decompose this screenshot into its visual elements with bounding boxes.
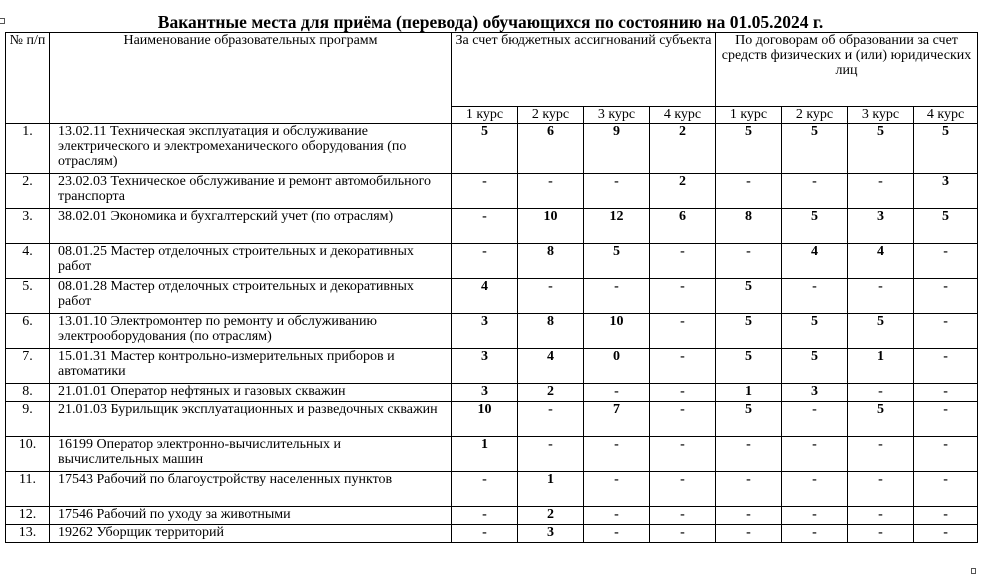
contract-course-3-value: 3 — [848, 209, 914, 244]
contract-course-1-value: 5 — [716, 349, 782, 384]
budget-course-1-value: 3 — [452, 384, 518, 402]
budget-course-2-value: 10 — [518, 209, 584, 244]
table-row — [6, 124, 978, 174]
table-row — [6, 174, 978, 209]
row-number: 4. — [6, 244, 50, 279]
budget-course-1-value: 1 — [452, 437, 518, 472]
contract-course-2-value: 4 — [782, 244, 848, 279]
contract-course-1-value: - — [716, 437, 782, 472]
budget-course-2-value: 8 — [518, 314, 584, 349]
row-number: 8. — [6, 384, 50, 402]
budget-course-3-value: 0 — [584, 349, 650, 384]
row-number: 13. — [6, 525, 50, 543]
budget-course-1-value: - — [452, 174, 518, 209]
budget-course-3-value: 12 — [584, 209, 650, 244]
table-row — [6, 279, 978, 314]
budget-course-2-value: 6 — [518, 124, 584, 174]
header-course-6: 2 курс — [782, 107, 848, 124]
table-row — [6, 349, 978, 384]
contract-course-1-value: - — [716, 174, 782, 209]
budget-course-2-value: - — [518, 437, 584, 472]
contract-course-2-value: - — [782, 472, 848, 507]
contract-course-4-value: - — [914, 437, 978, 472]
budget-course-1-value: - — [452, 507, 518, 525]
program-name: 13.01.10 Электромонтер по ремонту и обслуживанию электрооборудования (по отраслям) — [50, 314, 452, 349]
contract-course-2-value: 5 — [782, 124, 848, 174]
table-row — [6, 244, 978, 279]
budget-course-3-value: - — [584, 384, 650, 402]
contract-course-4-value: - — [914, 279, 978, 314]
budget-course-4-value: 6 — [650, 209, 716, 244]
budget-course-4-value: - — [650, 525, 716, 543]
budget-course-3-value: - — [584, 507, 650, 525]
budget-course-3-value: - — [584, 472, 650, 507]
program-name: 16199 Оператор электронно-вычислительных и вычислительных машин — [50, 437, 452, 472]
budget-course-4-value: - — [650, 349, 716, 384]
row-number: 11. — [6, 472, 50, 507]
table-row — [6, 314, 978, 349]
header-course-7: 3 курс — [848, 107, 914, 124]
contract-course-3-value: 1 — [848, 349, 914, 384]
budget-course-1-value: - — [452, 244, 518, 279]
program-name: 13.02.11 Техническая эксплуатация и обслуживание электрического и электромеханического оборудования (по отраслям) — [50, 124, 452, 174]
contract-course-3-value: - — [848, 472, 914, 507]
header-course-4: 4 курс — [650, 107, 716, 124]
header-course-1: 1 курс — [452, 107, 518, 124]
budget-course-3-value: 5 — [584, 244, 650, 279]
budget-course-2-value: 4 — [518, 349, 584, 384]
table-row — [6, 209, 978, 244]
contract-course-2-value: - — [782, 437, 848, 472]
table-row — [6, 402, 978, 437]
budget-course-2-value: - — [518, 174, 584, 209]
contract-course-4-value: - — [914, 384, 978, 402]
program-name: 15.01.31 Мастер контрольно-измерительных приборов и автоматики — [50, 349, 452, 384]
budget-course-4-value: - — [650, 384, 716, 402]
contract-course-4-value: - — [914, 402, 978, 437]
program-name: 19262 Уборщик территорий — [50, 525, 452, 543]
header-course-5: 1 курс — [716, 107, 782, 124]
header-program: Наименование образовательных программ — [50, 33, 452, 124]
header-course-8: 4 курс — [914, 107, 978, 124]
contract-course-3-value: - — [848, 174, 914, 209]
contract-course-4-value: - — [914, 525, 978, 543]
end-mark — [971, 568, 976, 574]
contract-course-4-value: - — [914, 314, 978, 349]
row-number: 1. — [6, 124, 50, 174]
contract-course-4-value: 5 — [914, 124, 978, 174]
contract-course-4-value: - — [914, 349, 978, 384]
table-row — [6, 525, 978, 543]
contract-course-3-value: - — [848, 437, 914, 472]
table-row — [6, 507, 978, 525]
table-row — [6, 384, 978, 402]
row-number: 9. — [6, 402, 50, 437]
budget-course-3-value: 9 — [584, 124, 650, 174]
row-number: 7. — [6, 349, 50, 384]
row-number: 10. — [6, 437, 50, 472]
contract-course-3-value: - — [848, 384, 914, 402]
budget-course-4-value: - — [650, 279, 716, 314]
row-number: 12. — [6, 507, 50, 525]
budget-course-1-value: 4 — [452, 279, 518, 314]
header-contract: По договорам об образовании за счет средств физических и (или) юридических лиц — [716, 33, 978, 107]
budget-course-2-value: 1 — [518, 472, 584, 507]
row-number: 6. — [6, 314, 50, 349]
budget-course-3-value: 10 — [584, 314, 650, 349]
budget-course-2-value: - — [518, 279, 584, 314]
budget-course-3-value: - — [584, 174, 650, 209]
contract-course-2-value: - — [782, 279, 848, 314]
contract-course-4-value: - — [914, 472, 978, 507]
budget-course-2-value: 8 — [518, 244, 584, 279]
contract-course-3-value: - — [848, 507, 914, 525]
budget-course-1-value: - — [452, 525, 518, 543]
budget-course-1-value: 10 — [452, 402, 518, 437]
contract-course-1-value: 5 — [716, 314, 782, 349]
budget-course-4-value: - — [650, 244, 716, 279]
contract-course-4-value: - — [914, 244, 978, 279]
contract-course-1-value: - — [716, 472, 782, 507]
contract-course-4-value: 5 — [914, 209, 978, 244]
contract-course-2-value: - — [782, 402, 848, 437]
budget-course-2-value: 2 — [518, 384, 584, 402]
contract-course-1-value: 5 — [716, 402, 782, 437]
budget-course-4-value: 2 — [650, 174, 716, 209]
contract-course-3-value: 5 — [848, 402, 914, 437]
contract-course-4-value: 3 — [914, 174, 978, 209]
budget-course-4-value: 2 — [650, 124, 716, 174]
budget-course-3-value: - — [584, 525, 650, 543]
table-row — [6, 472, 978, 507]
contract-course-2-value: 5 — [782, 349, 848, 384]
vacancies-table — [5, 32, 978, 543]
budget-course-1-value: 5 — [452, 124, 518, 174]
program-name: 17543 Рабочий по благоустройству населенных пунктов — [50, 472, 452, 507]
contract-course-3-value: 5 — [848, 314, 914, 349]
contract-course-3-value: - — [848, 525, 914, 543]
contract-course-2-value: - — [782, 174, 848, 209]
budget-course-4-value: - — [650, 402, 716, 437]
contract-course-2-value: 3 — [782, 384, 848, 402]
contract-course-1-value: 5 — [716, 279, 782, 314]
contract-course-1-value: - — [716, 507, 782, 525]
program-name: 23.02.03 Техническое обслуживание и ремонт автомобильного транспорта — [50, 174, 452, 209]
budget-course-1-value: 3 — [452, 314, 518, 349]
budget-course-3-value: - — [584, 437, 650, 472]
header-budget: За счет бюджетных ассигнований субъекта — [452, 33, 716, 107]
program-name: 38.02.01 Экономика и бухгалтерский учет (по отраслям) — [50, 209, 452, 244]
contract-course-1-value: - — [716, 525, 782, 543]
contract-course-3-value: - — [848, 279, 914, 314]
contract-course-2-value: 5 — [782, 314, 848, 349]
program-name: 21.01.01 Оператор нефтяных и газовых скважин — [50, 384, 452, 402]
contract-course-2-value: 5 — [782, 209, 848, 244]
contract-course-2-value: - — [782, 525, 848, 543]
contract-course-4-value: - — [914, 507, 978, 525]
row-number: 2. — [6, 174, 50, 209]
contract-course-1-value: - — [716, 244, 782, 279]
budget-course-4-value: - — [650, 314, 716, 349]
contract-course-3-value: 5 — [848, 124, 914, 174]
row-number: 3. — [6, 209, 50, 244]
contract-course-3-value: 4 — [848, 244, 914, 279]
budget-course-3-value: 7 — [584, 402, 650, 437]
budget-course-1-value: 3 — [452, 349, 518, 384]
budget-course-2-value: - — [518, 402, 584, 437]
budget-course-4-value: - — [650, 472, 716, 507]
program-name: 08.01.25 Мастер отделочных строительных и декоративных работ — [50, 244, 452, 279]
budget-course-1-value: - — [452, 472, 518, 507]
contract-course-1-value: 8 — [716, 209, 782, 244]
budget-course-1-value: - — [452, 209, 518, 244]
contract-course-1-value: 1 — [716, 384, 782, 402]
header-num: № п/п — [6, 33, 50, 124]
program-name: 17546 Рабочий по уходу за животными — [50, 507, 452, 525]
budget-course-2-value: 2 — [518, 507, 584, 525]
contract-course-1-value: 5 — [716, 124, 782, 174]
budget-course-2-value: 3 — [518, 525, 584, 543]
header-course-2: 2 курс — [518, 107, 584, 124]
page-title: Вакантные места для приёма (перевода) обучающихся по состоянию на 01.05.2024 г. — [157, 12, 824, 32]
budget-course-4-value: - — [650, 437, 716, 472]
program-name: 08.01.28 Мастер отделочных строительных и декоративных работ — [50, 279, 452, 314]
table-row — [6, 437, 978, 472]
contract-course-2-value: - — [782, 507, 848, 525]
row-number: 5. — [6, 279, 50, 314]
header-course-3: 3 курс — [584, 107, 650, 124]
budget-course-4-value: - — [650, 507, 716, 525]
program-name: 21.01.03 Бурильщик эксплуатационных и разведочных скважин — [50, 402, 452, 437]
budget-course-3-value: - — [584, 279, 650, 314]
